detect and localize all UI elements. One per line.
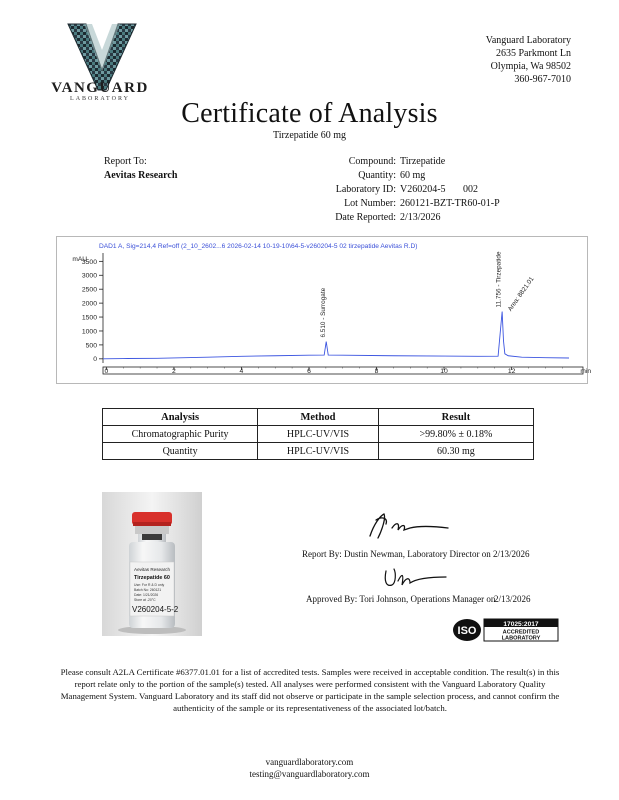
report-by-date: 2/13/2026 — [493, 549, 530, 559]
x-tick-label: 12 — [507, 368, 516, 375]
approved-by-text: Approved By: Tori Johnson, Operations Manager on — [306, 594, 496, 604]
lab-phone: 360-967-7010 — [514, 74, 571, 85]
document-title: Certificate of Analysis — [181, 98, 438, 129]
sample-vial-photo — [102, 492, 202, 636]
vial-product: Tirzepatide 60 — [134, 575, 170, 581]
report-to-label: Report To: — [104, 156, 147, 167]
x-tick-label: 4 — [239, 368, 244, 375]
vial-brand: Aevitas Research — [134, 567, 171, 572]
chromatogram-chart — [56, 236, 591, 384]
y-tick-label: 2500 — [81, 286, 97, 294]
lab-address — [486, 34, 571, 86]
x-tick-label: 6 — [307, 368, 311, 375]
y-tick-label: 3000 — [81, 272, 97, 280]
table-cell: Chromatographic Purity — [103, 426, 258, 443]
signature-tori-johnson — [376, 563, 456, 593]
approved-by-date: 2/13/2026 — [494, 594, 531, 604]
chromatogram-series-line — [103, 311, 569, 358]
info-value: 260121-BZT-TR60-01-P — [400, 198, 500, 209]
info-row-date-reported — [200, 212, 441, 226]
info-value: 2/13/2026 — [400, 212, 441, 223]
y-tick-label: 1500 — [81, 314, 97, 322]
info-label: Date Reported: — [335, 212, 396, 223]
peak-annotation: 6.510 - Surrogate — [320, 287, 328, 338]
vial-image — [102, 492, 202, 636]
x-tick-label: 8 — [374, 368, 379, 375]
x-tick-label: 0 — [104, 368, 109, 375]
report-by-text: Report By: Dustin Newman, Laboratory Director on — [302, 549, 491, 559]
vial-line3: Date: 1/21/2026 — [134, 593, 159, 597]
info-value: Tirzepatide — [400, 156, 446, 167]
iso-accreditation-badge-icon — [452, 618, 558, 642]
chart-layer — [72, 243, 591, 375]
info-row-lot-number — [200, 198, 500, 212]
iso-line2: LABORATORY — [501, 635, 541, 642]
x-tick-label: 2 — [172, 368, 176, 375]
footer-email-link[interactable]: testing@vanguardlaboratory.com — [249, 769, 370, 779]
lab-city: Olympia, Wa 98502 — [490, 61, 571, 72]
y-tick-label: 0 — [93, 356, 97, 364]
report-to-name: Aevitas Research — [104, 170, 178, 181]
iso-standard: 17025:2017 — [503, 621, 539, 628]
iso-line1: ACCREDITED — [502, 629, 540, 636]
info-row-compound — [200, 156, 446, 170]
signature-dustin-newman — [362, 506, 454, 546]
peak-annotation: Area: 8821.01 — [506, 275, 536, 313]
table-cell: >99.80% ± 0.18% — [378, 426, 533, 443]
peak-annotation: 11.756 - Tirzepatide — [495, 251, 503, 308]
document-subtitle: Tirzepatide 60 mg — [273, 130, 346, 141]
results-table — [102, 408, 534, 460]
y-tick-label: 2000 — [81, 300, 97, 308]
col-header-analysis: Analysis — [103, 409, 258, 426]
info-label: Lot Number: — [344, 198, 396, 209]
x-axis-label: min — [580, 368, 591, 375]
info-row-lab-id — [200, 184, 479, 198]
table-cell: Quantity — [103, 443, 258, 460]
col-header-method: Method — [258, 409, 379, 426]
y-tick-label: 1000 — [81, 328, 97, 336]
y-axis-label: mAU — [72, 256, 87, 263]
lab-name: Vanguard Laboratory — [485, 35, 571, 46]
table-cell: HPLC-UV/VIS — [258, 426, 379, 443]
info-label: Quantity: — [358, 170, 396, 181]
table-cell: 60.30 mg — [378, 443, 533, 460]
logo-subtitle: LABORATORY — [70, 96, 130, 102]
vial-line1: Use: For R & D only — [134, 583, 165, 587]
col-header-result: Result — [378, 409, 533, 426]
info-value: 60 mg — [400, 170, 426, 181]
table-row — [103, 426, 534, 443]
table-cell: HPLC-UV/VIS — [258, 443, 379, 460]
vial-line4: Store at -20°C — [134, 598, 156, 602]
vial-line2: Batch No: 260121 — [134, 588, 162, 592]
y-tick-label: 3500 — [81, 258, 97, 266]
chart-title: DAD1 A, Sig=214,4 Ref=off (2_10_2602...6 2026-02-14 10-19-10\64-5-v260204-5 02 tirzepatide Aevitas R.D) — [99, 243, 418, 250]
disclaimer-text: Please consult A2LA Certificate #6377.01.01 for a list of accredited tests. Samples were received in acceptable condition. The result(s) in this report relate only to the portion of the sample(s) tested. All analyses were performed consistent with the Vanguard Laboratory Quality Management System. Vanguard Laboratory and its staff did not observe or participate in the sample selection process, and cannot confirm the authenticity of the sample or its representativeness of the associated lot/batch. — [60, 667, 560, 713]
x-tick-label: 10 — [440, 368, 448, 375]
iso-mark: ISO — [457, 625, 477, 637]
footer-website-link[interactable]: vanguardlaboratory.com — [265, 757, 354, 767]
info-label: Compound: — [348, 156, 396, 167]
info-row-quantity — [200, 170, 426, 184]
info-label: Laboratory ID: — [335, 184, 396, 195]
table-header-row — [103, 409, 534, 426]
info-value: V260204-5 002 — [400, 184, 479, 195]
vial-code: V260204-5-2 — [132, 605, 179, 614]
table-row — [103, 443, 534, 460]
logo-wordmark: VANGUARD — [51, 80, 149, 96]
y-tick-label: 500 — [85, 342, 97, 350]
lab-street: 2635 Parkmont Ln — [496, 48, 571, 59]
footer — [0, 756, 619, 780]
